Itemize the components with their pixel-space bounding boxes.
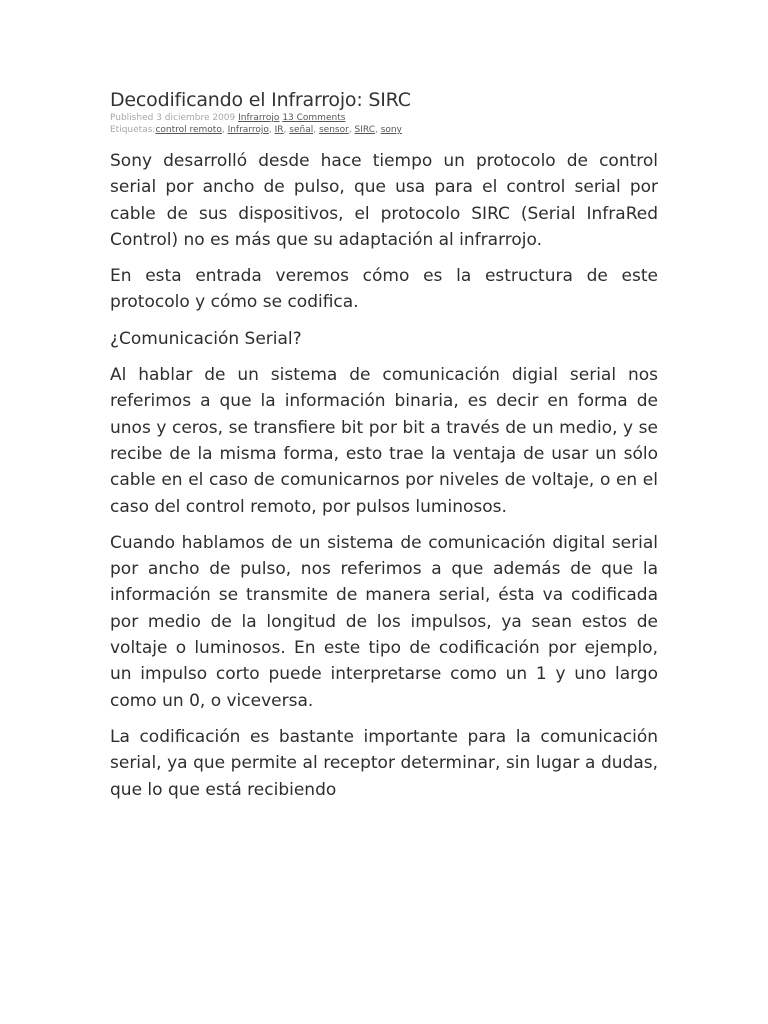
tag-link[interactable]: sensor	[318, 125, 349, 135]
post	[110, 88, 658, 813]
paragraph: Cuando hablamos de un sistema de comunicación digital serial por ancho de pulso, nos referimos a que además de que la información se transmite de manera serial, ésta va codificada por medio de la longitud de los impulsos, ya sean estos de voltaje o luminosos. En este tipo de codificación por ejemplo, un impulso corto puede interpretarse como un 1 y uno largo como un 0, o viceversa.	[110, 532, 658, 711]
category-link[interactable]: Infrarrojo	[238, 113, 280, 123]
tag-separator: ,	[283, 125, 290, 135]
tag-separator: ,	[268, 125, 275, 135]
tag-link[interactable]: IR	[274, 125, 284, 135]
tags-label: Etiquetas:	[110, 125, 156, 135]
paragraph: Sony desarrolló desde hace tiempo un protocolo de control serial por ancho de pulso, que usa para el control serial por cable de sus dispositivos, el protocolo SIRC (Serial InfraRed Control) no es más que su adaptación al infrarrojo.	[110, 151, 658, 250]
paragraph: La codificación es bastante importante para la comunicación serial, ya que permite al receptor determinar, sin lugar a dudas, que lo que está recibiendo	[110, 726, 658, 800]
tag-separator: ,	[348, 125, 355, 135]
tag-separator: ,	[221, 125, 228, 135]
tag-link[interactable]: SIRC	[354, 125, 375, 135]
post-title: Decodificando el Infrarrojo: SIRC	[110, 89, 411, 111]
post-meta-tags	[110, 124, 658, 136]
comments-link[interactable]: 13 Comments	[282, 113, 346, 123]
tag-link[interactable]: Infrarrojo	[227, 125, 269, 135]
tag-separator: ,	[375, 125, 381, 135]
paragraph: En esta entrada veremos cómo es la estructura de este protocolo y cómo se codifica.	[110, 266, 658, 313]
section-heading: ¿Comunicación Serial?	[110, 328, 302, 349]
tag-link[interactable]: control remoto	[155, 125, 222, 135]
tag-link[interactable]: señal	[289, 125, 314, 135]
tag-separator: ,	[313, 125, 319, 135]
post-meta-published	[110, 112, 658, 124]
post-content	[110, 148, 658, 803]
published-date: Published 3 diciembre 2009	[110, 113, 239, 123]
paragraph: Al hablar de un sistema de comunicación digial serial nos referimos a que la información binaria, es decir en forma de unos y ceros, se transfiere bit por bit a través de un medio, y se recibe de la misma forma, esto trae la ventaja de usar un sólo cable en el caso de comunicarnos por niveles de voltaje, o en el caso del control remoto, por pulsos luminosos.	[110, 365, 658, 517]
tag-link[interactable]: sony	[380, 125, 402, 135]
